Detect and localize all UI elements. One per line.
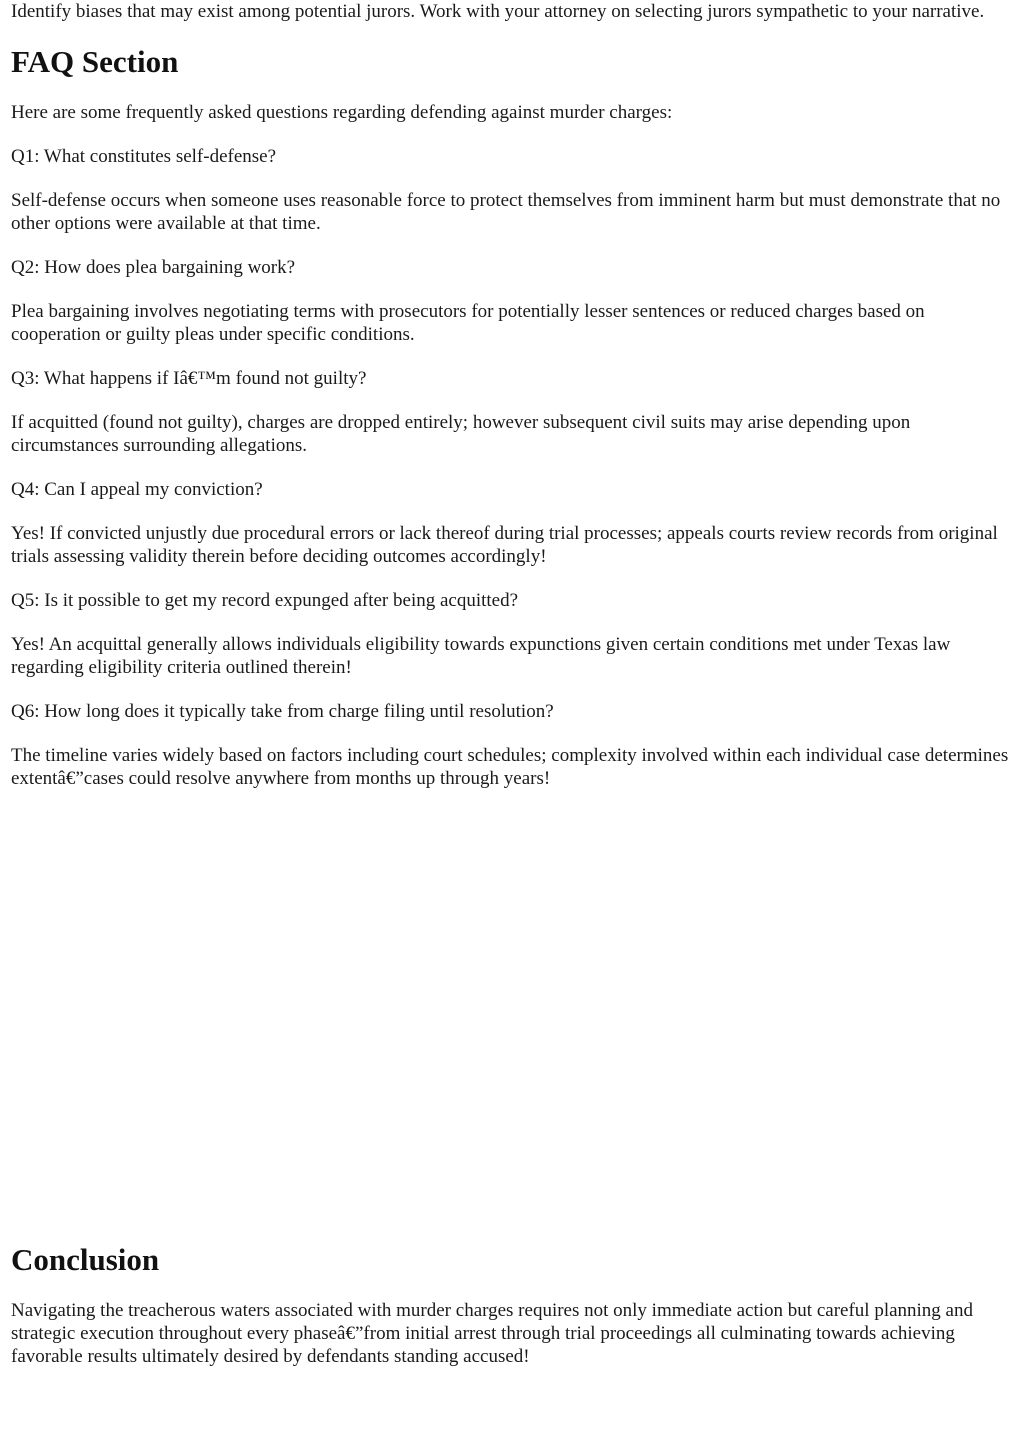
faq-answer-2: Plea bargaining involves negotiating terms with prosecutors for potentially lesser sentences or reduced charges based on cooperation or guilty pleas under specific conditions. xyxy=(11,301,925,345)
faq-answer-6: The timeline varies widely based on factors including court schedules; complexity involved within each individual case determines extentâ€”cases could resolve anywhere from months up through years! xyxy=(11,745,1009,789)
faq-answer-5: Yes! An acquittal generally allows individuals eligibility towards expunctions given certain conditions met under Texas law regarding eligibility criteria outlined therein! xyxy=(11,634,951,678)
faq-question-3: Q3: What happens if Iâ€™m found not guilty? xyxy=(11,368,367,389)
faq-question-1: Q1: What constitutes self-defense? xyxy=(11,146,277,167)
faq-answer-3: If acquitted (found not guilty), charges are dropped entirely; however subsequent civil suits may arise depending upon circumstances surrounding allegations. xyxy=(11,412,911,456)
faq-heading: FAQ Section xyxy=(11,44,179,79)
faq-answer-4: Yes! If convicted unjustly due procedural errors or lack thereof during trial processes; appeals courts review records from original trials assessing validity therein before deciding outcomes accordingly! xyxy=(11,523,998,567)
conclusion-heading: Conclusion xyxy=(11,1242,160,1277)
faq-question-4: Q4: Can I appeal my conviction? xyxy=(11,479,263,500)
faq-lead-paragraph: Here are some frequently asked questions regarding defending against murder charges: xyxy=(11,102,673,123)
faq-question-2: Q2: How does plea bargaining work? xyxy=(11,257,296,278)
intro-paragraph: Identify biases that may exist among potential jurors. Work with your attorney on selecting jurors sympathetic to your narrative. xyxy=(11,1,985,22)
conclusion-paragraph: Navigating the treacherous waters associated with murder charges requires not only immediate action but careful planning and strategic execution throughout every phaseâ€”from initial arrest through trial proceedings all culminating towards achieving favorable results ultimately desired by defendants standing accused! xyxy=(11,1300,973,1367)
faq-list xyxy=(11,145,1015,790)
faq-question-5: Q5: Is it possible to get my record expunged after being acquitted? xyxy=(11,590,519,611)
article-body xyxy=(11,0,1015,1368)
faq-question-6: Q6: How long does it typically take from charge filing until resolution? xyxy=(11,701,554,722)
faq-answer-1: Self-defense occurs when someone uses reasonable force to protect themselves from imminent harm but must demonstrate that no other options were available at that time. xyxy=(11,190,1001,234)
